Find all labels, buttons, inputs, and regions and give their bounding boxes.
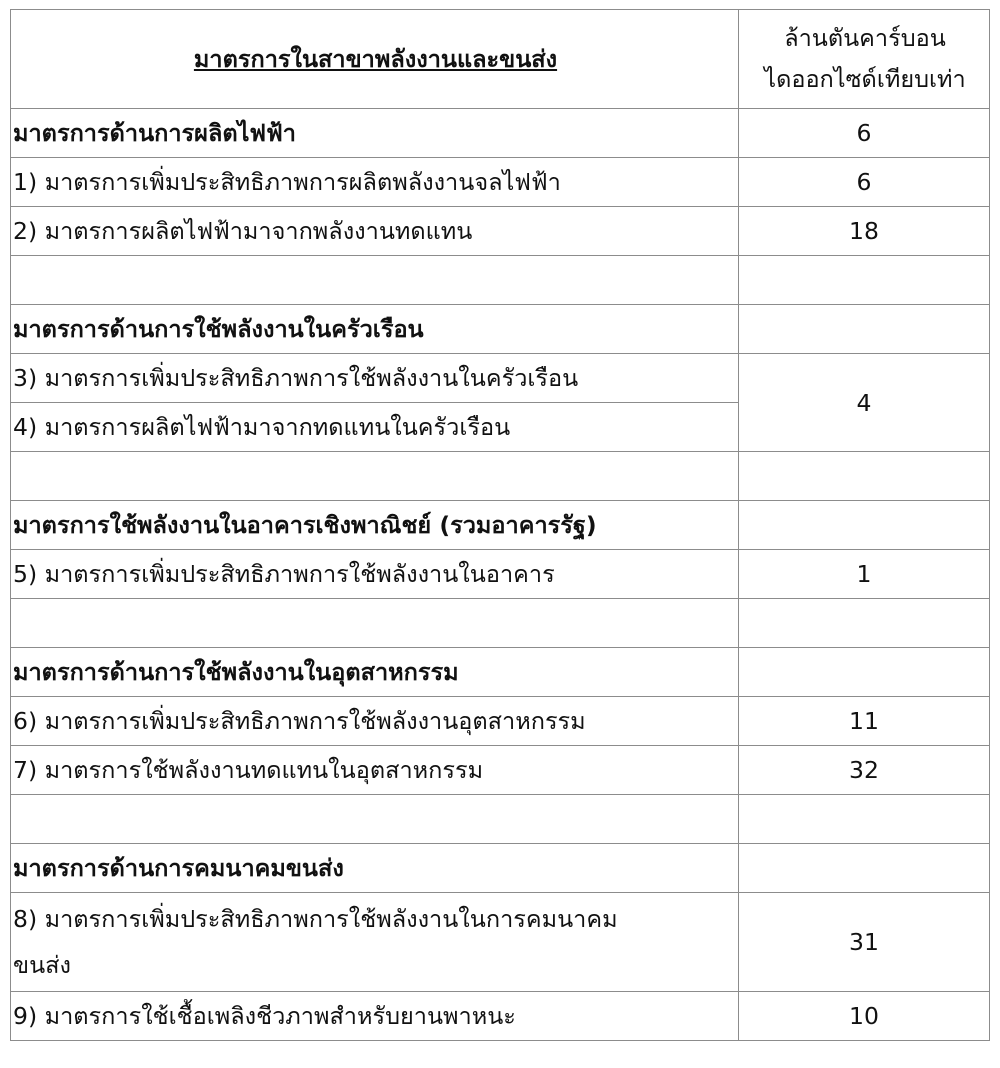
table-header-row bbox=[11, 10, 990, 109]
measure-value: 31 bbox=[739, 893, 990, 992]
unit-line-2: ไดออกไซด์เทียบเท่า bbox=[764, 65, 966, 93]
measure-value: 6 bbox=[739, 158, 990, 207]
measure-label: 2) มาตรการผลิตไฟฟ้ามาจากพลังงานทดแทน bbox=[11, 207, 739, 256]
table-row bbox=[11, 992, 990, 1041]
table-row bbox=[11, 697, 990, 746]
table-row bbox=[11, 746, 990, 795]
spacer-cell bbox=[739, 795, 990, 844]
category-label: มาตรการด้านการใช้พลังงานในอุตสาหกรรม bbox=[11, 648, 739, 697]
category-label: มาตรการใช้พลังงานในอาคารเชิงพาณิชย์ (รวมอาคารรัฐ) bbox=[11, 501, 739, 550]
category-row bbox=[11, 648, 990, 697]
spacer-row bbox=[11, 452, 990, 501]
spacer-row bbox=[11, 256, 990, 305]
category-value-empty bbox=[739, 305, 990, 354]
table-row bbox=[11, 207, 990, 256]
spacer-cell bbox=[11, 599, 739, 648]
measure-label: 3) มาตรการเพิ่มประสิทธิภาพการใช้พลังงานในครัวเรือน bbox=[11, 354, 739, 403]
merged-measure-value: 4 bbox=[739, 354, 990, 452]
category-row bbox=[11, 844, 990, 893]
measure-label: 4) มาตรการผลิตไฟฟ้ามาจากทดแทนในครัวเรือน bbox=[11, 403, 739, 452]
measure-label bbox=[11, 893, 739, 992]
spacer-cell bbox=[739, 256, 990, 305]
spacer-row bbox=[11, 599, 990, 648]
measure-label: 5) มาตรการเพิ่มประสิทธิภาพการใช้พลังงานในอาคาร bbox=[11, 550, 739, 599]
measures-column-header: มาตรการในสาขาพลังงานและขนส่ง bbox=[11, 10, 739, 109]
category-row bbox=[11, 305, 990, 354]
measure-label: 1) มาตรการเพิ่มประสิทธิภาพการผลิตพลังงานจลไฟฟ้า bbox=[11, 158, 739, 207]
table-row bbox=[11, 158, 990, 207]
table-row bbox=[11, 550, 990, 599]
spacer-cell bbox=[739, 599, 990, 648]
spacer-cell bbox=[11, 256, 739, 305]
measure-label: 9) มาตรการใช้เชื้อเพลิงชีวภาพสำหรับยานพาหนะ bbox=[11, 992, 739, 1041]
measure-label: 7) มาตรการใช้พลังงานทดแทนในอุตสาหกรรม bbox=[11, 746, 739, 795]
measure-value: 1 bbox=[739, 550, 990, 599]
category-label: มาตรการด้านการใช้พลังงานในครัวเรือน bbox=[11, 305, 739, 354]
category-value-empty bbox=[739, 844, 990, 893]
measure-value: 11 bbox=[739, 697, 990, 746]
category-value-empty bbox=[739, 501, 990, 550]
category-row bbox=[11, 109, 990, 158]
unit-line-1: ล้านตันคาร์บอน bbox=[784, 24, 946, 52]
measure-value: 32 bbox=[739, 746, 990, 795]
category-row bbox=[11, 501, 990, 550]
emissions-column-header bbox=[739, 10, 990, 109]
table-row bbox=[11, 354, 990, 403]
category-value: 6 bbox=[739, 109, 990, 158]
measure-label: 6) มาตรการเพิ่มประสิทธิภาพการใช้พลังงานอุตสาหกรรม bbox=[11, 697, 739, 746]
measure-value: 18 bbox=[739, 207, 990, 256]
measure-value: 10 bbox=[739, 992, 990, 1041]
measure-label-line-2: ขนส่ง bbox=[13, 951, 71, 979]
measure-label-line-1: 8) มาตรการเพิ่มประสิทธิภาพการใช้พลังงานในการคมนาคม bbox=[13, 905, 618, 933]
category-label: มาตรการด้านการผลิตไฟฟ้า bbox=[11, 109, 739, 158]
spacer-cell bbox=[11, 795, 739, 844]
spacer-row bbox=[11, 795, 990, 844]
table-row bbox=[11, 893, 990, 992]
category-label: มาตรการด้านการคมนาคมขนส่ง bbox=[11, 844, 739, 893]
spacer-cell bbox=[11, 452, 739, 501]
category-value-empty bbox=[739, 648, 990, 697]
spacer-cell bbox=[739, 452, 990, 501]
measures-table bbox=[10, 9, 990, 1041]
